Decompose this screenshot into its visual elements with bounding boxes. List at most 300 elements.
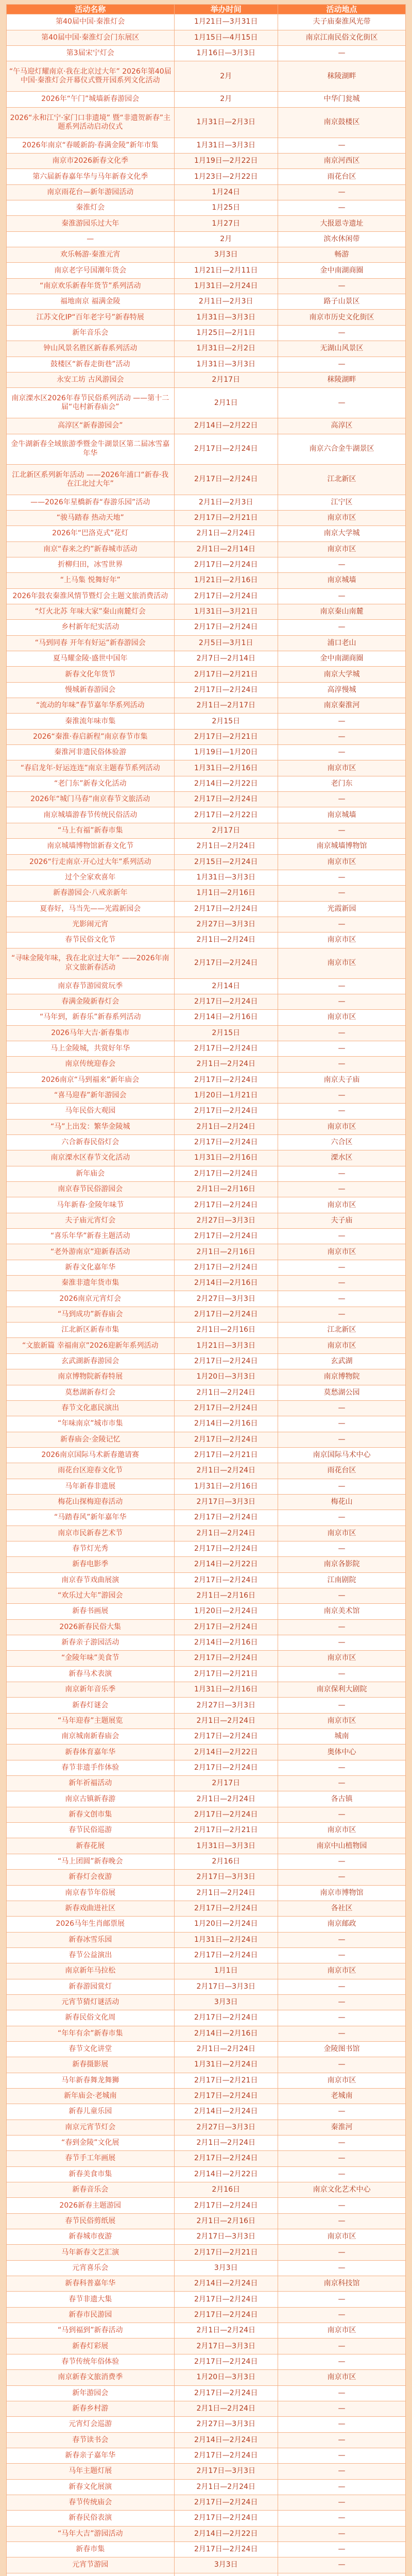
table-row [7, 1072, 406, 1088]
table-row [7, 2088, 406, 2104]
activity-name-cell: 南京元宵节灯会 [7, 2120, 175, 2135]
activity-name-cell: “春到金陵”文化展 [7, 2136, 175, 2151]
activity-name-cell: 新春马术表演 [7, 1666, 175, 1682]
location-cell: 各社区 [278, 1901, 406, 1916]
activity-name-cell: 2026“永和江宁·家门口非遗境” 暨“非遗贺新春”主题系列活动启动仪式 [7, 107, 175, 138]
location-cell: 南京夫子庙 [278, 1072, 406, 1088]
activity-name-cell: 新春民俗文化周 [7, 2010, 175, 2026]
table-row [7, 2557, 406, 2573]
table-row [7, 526, 406, 541]
table-row [7, 2292, 406, 2307]
activity-name-cell: 新春市民游园 [7, 2307, 175, 2323]
time-cell: 1月31日—2月24日 [174, 1932, 278, 1947]
location-cell: — [278, 1619, 406, 1635]
activity-name-cell: 新年庙会 [7, 1166, 175, 1181]
activity-name-cell: 夏春好，马当先——光霞新园会 [7, 901, 175, 917]
location-cell: 路子山景区 [278, 294, 406, 310]
table-row [7, 901, 406, 917]
location-cell: — [278, 588, 406, 604]
table-row [7, 682, 406, 698]
time-cell: 2月17日—2月21日 [174, 667, 278, 682]
activity-name-cell: 金牛湖新春全域旅游季暨金牛湖景区第二届冰雪嘉年华 [7, 434, 175, 464]
table-row [7, 1276, 406, 1291]
activity-name-cell: 江苏文化IP“百年老字号”新春特展 [7, 310, 175, 325]
location-cell: 梅花山 [278, 1494, 406, 1510]
location-cell: 金陵图书馆 [278, 2041, 406, 2057]
location-cell: — [278, 1260, 406, 1275]
table-row [7, 372, 406, 387]
activity-name-cell: 欢乐畅游·秦淮元宵 [7, 247, 175, 263]
location-cell: 奥体中心 [278, 1744, 406, 1760]
table-row [7, 1619, 406, 1635]
location-cell: — [278, 2541, 406, 2557]
table-row [7, 2354, 406, 2369]
location-cell: 大报恩寺遗址 [278, 216, 406, 231]
location-cell: — [278, 2057, 406, 2073]
time-cell: 2月17日—2月24日 [174, 994, 278, 1009]
location-cell: — [278, 2401, 406, 2416]
time-cell: 1月21日—3月3日 [174, 1338, 278, 1353]
location-cell: — [278, 1854, 406, 1869]
location-cell: — [278, 1088, 406, 1103]
table-row [7, 1557, 406, 1572]
time-cell: 1月31日—2月24日 [174, 278, 278, 294]
table-row [7, 464, 406, 495]
activity-name-cell: “马”上出发：繁华金陵城 [7, 1119, 175, 1134]
activity-name-cell: 2026马年生肖邮票展 [7, 1917, 175, 1932]
activity-name-cell: 元宵节猜灯谜活动 [7, 1994, 175, 2010]
location-cell: 南京邮政 [278, 1917, 406, 1932]
table-row [7, 1025, 406, 1041]
time-cell: 2月27日—3月3日 [174, 2417, 278, 2432]
time-cell: 1月31日—3月21日 [174, 604, 278, 620]
time-cell: 2月1日—2月24日 [174, 839, 278, 854]
time-cell: 2月1日—2月24日 [174, 2323, 278, 2338]
table-row [7, 917, 406, 932]
location-cell: — [278, 45, 406, 61]
time-cell: 2月1日—2月16日 [174, 1182, 278, 1197]
location-cell: — [278, 1870, 406, 1885]
activity-name-cell: 新春灯谜会 [7, 1698, 175, 1713]
location-cell: — [278, 2260, 406, 2276]
location-cell: 溧水区 [278, 1150, 406, 1166]
location-cell: — [278, 2354, 406, 2369]
time-cell: 2月17日—2月21日 [174, 1666, 278, 1682]
time-cell: 2月14日—2月22日 [174, 776, 278, 791]
location-cell: — [278, 2511, 406, 2526]
time-cell: 2月17日—2月24日 [174, 1400, 278, 1416]
location-cell: 南京市区 [278, 1338, 406, 1353]
activity-name-cell: 新春儿童乐园 [7, 2104, 175, 2120]
location-cell: — [278, 978, 406, 994]
activity-name-cell: 莫愁湖新春灯会 [7, 1385, 175, 1400]
activity-name-cell: “欢乐过大年”游园会 [7, 1588, 175, 1603]
location-cell: — [278, 1276, 406, 1291]
time-cell: 1月31日—3月3日 [174, 310, 278, 325]
time-cell: 2月1日—2月24日 [174, 1526, 278, 1541]
table-row [7, 1088, 406, 1103]
time-cell: 2月17日—3月3日 [174, 1494, 278, 1510]
activity-name-cell: 南京雨花台—新年游园活动 [7, 184, 175, 200]
table-row [7, 1588, 406, 1603]
activity-name-cell: 南京新春文旅消费季 [7, 2370, 175, 2385]
location-cell: — [278, 2166, 406, 2182]
location-cell: — [278, 886, 406, 901]
activity-name-cell: 2026年“午门”城墙新春游园会 [7, 92, 175, 107]
location-cell: 南京城墙博物馆 [278, 839, 406, 854]
activity-name-cell: 慢城新春游园会 [7, 682, 175, 698]
time-cell: 2月14日—2月24日 [174, 2104, 278, 2120]
table-row [7, 714, 406, 729]
activity-name-cell: 南京新年音乐季 [7, 1682, 175, 1698]
activity-name-cell: 春节非遗大集 [7, 2292, 175, 2307]
location-cell: — [278, 1947, 406, 1963]
time-cell: 2月17日—2月24日 [174, 2448, 278, 2463]
time-cell: 1月25日 [174, 200, 278, 216]
time-cell: 2月17日—3月3日 [174, 1870, 278, 1885]
location-cell: 南京市区 [278, 1526, 406, 1541]
table-row [7, 2385, 406, 2401]
activity-name-cell: 春节民俗文化节 [7, 933, 175, 948]
time-cell: 2月17日—2月24日 [174, 2088, 278, 2104]
activity-name-cell: 马年新春·金陵年味节 [7, 1197, 175, 1213]
location-cell: 南京市区 [278, 541, 406, 557]
location-cell: 滨水休闲带 [278, 231, 406, 247]
activity-name-cell: 新春科普嘉年华 [7, 2276, 175, 2292]
table-row [7, 635, 406, 651]
location-cell: — [278, 917, 406, 932]
table-row [7, 263, 406, 278]
table-row [7, 1432, 406, 1447]
activity-name-cell: 新年庙会·老城南 [7, 2088, 175, 2104]
activity-name-cell: 新春市集 [7, 2541, 175, 2557]
table-row [7, 278, 406, 294]
activity-name-cell: “喜乐年华”新春主题活动 [7, 1229, 175, 1244]
time-cell: 1月31日—2月24日 [174, 2057, 278, 2073]
location-cell: 高淳慢城 [278, 682, 406, 698]
location-cell: — [278, 870, 406, 885]
time-cell: 1月20日—1月21日 [174, 1088, 278, 1103]
location-cell: — [278, 1776, 406, 1791]
location-cell: — [278, 1229, 406, 1244]
time-cell: 2月17日—2月24日 [174, 1307, 278, 1322]
table-row [7, 30, 406, 45]
time-cell: 2月1日—2月16日 [174, 1244, 278, 1260]
table-row [7, 1385, 406, 1400]
time-cell: 2月17日—2月24日 [174, 1510, 278, 1526]
table-row [7, 92, 406, 107]
time-cell: 2月 [174, 92, 278, 107]
table-row [7, 107, 406, 138]
activity-name-cell: 春节文化惠民演出 [7, 1400, 175, 1416]
time-cell: 2月17日—2月24日 [174, 1041, 278, 1056]
location-cell: — [278, 557, 406, 572]
activity-name-cell: “春启龙年·好运连连”南京主题春节系列活动 [7, 760, 175, 776]
location-cell: — [278, 1760, 406, 1775]
activity-name-cell: 钟山风景名胜区新春系列活动 [7, 341, 175, 357]
activity-name-cell: 第六届新春嘉年华与马年新春文化季 [7, 169, 175, 184]
time-cell: 2月15日 [174, 714, 278, 729]
activity-name-cell: 马上金陵城，共赏好年华 [7, 1041, 175, 1056]
time-cell: 2月17日—2月24日 [174, 2495, 278, 2510]
activity-name-cell: “流动的年味”春节嘉年华系列活动 [7, 698, 175, 714]
table-row [7, 1119, 406, 1134]
activity-name-cell: 新春摄影展 [7, 2057, 175, 2073]
location-cell: — [278, 325, 406, 341]
table-row [7, 2260, 406, 2276]
table-row [7, 1901, 406, 1916]
activity-name-cell: 南京“春来之约”新春城市活动 [7, 541, 175, 557]
activity-name-cell: 新春体育嘉年华 [7, 1744, 175, 1760]
time-cell: 2月 [174, 231, 278, 247]
events-table [6, 4, 406, 2576]
table-row [7, 933, 406, 948]
activity-name-cell: 高淳区“新春游园会” [7, 418, 175, 434]
activity-name-cell: — [7, 231, 175, 247]
location-cell: — [278, 278, 406, 294]
location-cell: 南京市区 [278, 1713, 406, 1728]
activity-name-cell: 春满金陵新春灯会 [7, 994, 175, 1009]
location-cell: 南京市区 [278, 2073, 406, 2088]
table-row [7, 1463, 406, 1479]
time-cell: 2月16日 [174, 2182, 278, 2198]
table-row [7, 620, 406, 635]
table-row [7, 388, 406, 418]
table-row [7, 138, 406, 153]
time-cell: 1月1日—2月16日 [174, 886, 278, 901]
table-row [7, 948, 406, 978]
table-row [7, 2057, 406, 2073]
activity-name-cell: 春节灯光秀 [7, 1541, 175, 1556]
table-row [7, 45, 406, 61]
activity-name-cell: “年年有余”新春市集 [7, 2026, 175, 2041]
table-row [7, 1150, 406, 1166]
location-cell: 江北新区 [278, 1323, 406, 1338]
activity-name-cell: “马到同春 开年有好运”新春游园会 [7, 635, 175, 651]
table-row [7, 745, 406, 760]
table-row [7, 1541, 406, 1556]
location-cell: 南京市区 [278, 2229, 406, 2245]
location-cell: 雨花台区 [278, 169, 406, 184]
time-cell: 3月3日 [174, 1994, 278, 2010]
table-row [7, 1338, 406, 1353]
header-location: 活动地点 [278, 5, 406, 14]
activity-name-cell: “马到成功”新春庙会 [7, 1307, 175, 1322]
time-cell: 1月31日—3月3日 [174, 870, 278, 885]
table-row [7, 1651, 406, 1666]
activity-name-cell: 夫子庙元宵灯会 [7, 1213, 175, 1228]
table-row [7, 2182, 406, 2198]
time-cell: 2月14日—2月16日 [174, 2026, 278, 2041]
location-cell: 老城南 [278, 2088, 406, 2104]
location-cell: 南京文化艺术中心 [278, 2182, 406, 2198]
table-row [7, 325, 406, 341]
location-cell: — [278, 745, 406, 760]
activity-name-cell: “年味南京”城市市集 [7, 1416, 175, 1432]
table-row [7, 1713, 406, 1728]
table-row [7, 1760, 406, 1775]
time-cell: 1月23日—2月22日 [174, 169, 278, 184]
time-cell: 2月17日—2月24日 [174, 1541, 278, 1556]
activity-name-cell [7, 2573, 175, 2576]
table-row [7, 341, 406, 357]
activity-name-cell: “马年迎春”主题展览 [7, 1713, 175, 1728]
activity-name-cell: 鼓楼区“新春走街巷”活动 [7, 357, 175, 372]
activity-name-cell: 新春游园会·八戒亲新年 [7, 886, 175, 901]
location-cell: — [278, 2385, 406, 2401]
activity-name-cell: “马年到，新春乐”新春系列活动 [7, 1010, 175, 1025]
table-row [7, 588, 406, 604]
time-cell: 2月7日—2月14日 [174, 651, 278, 667]
location-cell: 南京博物院 [278, 1369, 406, 1385]
activity-name-cell: 南京市民新春艺术节 [7, 1526, 175, 1541]
activity-name-cell: 秦淮流年味市集 [7, 714, 175, 729]
location-cell: — [278, 388, 406, 418]
table-row [7, 2213, 406, 2229]
activity-name-cell: 第40届中国·秦淮灯会门东展区 [7, 30, 175, 45]
time-cell: 2月17日—3月3日 [174, 2464, 278, 2479]
table-row [7, 1979, 406, 1994]
activity-name-cell: 新春书画展 [7, 1604, 175, 1619]
activity-name-cell: “马上团圆”新春晚会 [7, 1854, 175, 1869]
time-cell: 2月17日—2月24日 [174, 1135, 278, 1150]
activity-name-cell: 新春文化年货节 [7, 667, 175, 682]
time-cell: 2月17日—2月21日 [174, 729, 278, 744]
activity-name-cell: “午马迎灯耀南京·我在北京过大年” 2026年第40届中国·秦淮灯会开幕仪式暨开园系列文化活动 [7, 61, 175, 92]
activity-name-cell: 秦淮非遗年货市集 [7, 1276, 175, 1291]
activity-name-cell: 2026年鼓农秦淮风情节暨灯会主题文旅消费活动 [7, 588, 175, 604]
time-cell: 2月15日 [174, 1025, 278, 1041]
time-cell: 2月1日—2月16日 [174, 1323, 278, 1338]
location-cell: — [278, 1182, 406, 1197]
location-cell: — [278, 2417, 406, 2432]
activity-name-cell: 2026“行走南京·开心过大年”系列活动 [7, 854, 175, 870]
time-cell: 2月17日—2月24日 [174, 1619, 278, 1635]
table-row [7, 2479, 406, 2495]
activity-name-cell: 过个全家欢喜年 [7, 870, 175, 885]
time-cell: 1月1日 [174, 1963, 278, 1979]
time-cell [174, 2573, 278, 2576]
activity-name-cell: 新春灯会夜游 [7, 1870, 175, 1885]
location-cell: 南京城墙 [278, 807, 406, 823]
activity-name-cell: 乡村新年纪实活动 [7, 620, 175, 635]
location-cell: 江南剧院 [278, 1572, 406, 1588]
activity-name-cell: 春节传统庙会 [7, 2495, 175, 2510]
time-cell: 2月17日 [174, 372, 278, 387]
time-cell: 2月 [174, 61, 278, 92]
time-cell: 2月1日—2月16日 [174, 1588, 278, 1603]
table-row [7, 823, 406, 838]
activity-name-cell: 新春游园赏灯 [7, 1979, 175, 1994]
location-cell: 高淳区 [278, 418, 406, 434]
activity-name-cell: 马年新春舞龙舞狮 [7, 2073, 175, 2088]
location-cell: — [278, 2557, 406, 2573]
time-cell: 3月3日 [174, 2557, 278, 2573]
location-cell: — [278, 1025, 406, 1041]
location-cell: 南京市区 [278, 510, 406, 526]
location-cell: 南京市区 [278, 1651, 406, 1666]
location-cell: 南京秦淮河 [278, 698, 406, 714]
table-row [7, 169, 406, 184]
table-row [7, 1776, 406, 1791]
table-row [7, 1166, 406, 1181]
table-row [7, 1229, 406, 1244]
table-row [7, 247, 406, 263]
activity-name-cell: 南京春节民俗游园会 [7, 1182, 175, 1197]
time-cell: 2月1日—2月24日 [174, 933, 278, 948]
table-row [7, 14, 406, 30]
table-row [7, 1479, 406, 1494]
activity-name-cell: 光影闹元宵 [7, 917, 175, 932]
activity-name-cell: 新春文化嘉年华 [7, 1260, 175, 1275]
table-row [7, 184, 406, 200]
time-cell: 2月17日—2月21日 [174, 2073, 278, 2088]
location-cell: 畅游 [278, 247, 406, 263]
time-cell: 2月1日—2月24日 [174, 526, 278, 541]
activity-name-cell: “老外游南京”迎新春活动 [7, 1244, 175, 1260]
location-cell: — [278, 1994, 406, 2010]
activity-name-cell: 马年主题灯展 [7, 2464, 175, 2479]
location-cell: — [278, 2526, 406, 2541]
time-cell: 2月27日—3月3日 [174, 1698, 278, 1713]
activity-name-cell: 福地南京 福满金陵 [7, 294, 175, 310]
time-cell: 2月1日—2月24日 [174, 1791, 278, 1807]
time-cell: 2月17日—2月21日 [174, 1447, 278, 1463]
location-cell: 莫愁湖公园 [278, 1385, 406, 1400]
location-cell: 南京市区 [278, 1197, 406, 1213]
table-row [7, 2338, 406, 2354]
table-row [7, 870, 406, 885]
table-row [7, 854, 406, 870]
time-cell: 2月14日 [174, 978, 278, 994]
activity-name-cell: 2026新春民俗大集 [7, 1619, 175, 1635]
location-cell: — [278, 1635, 406, 1651]
time-cell: 2月17日—2月24日 [174, 1901, 278, 1916]
time-cell: 1月21日—3月31日 [174, 14, 278, 30]
location-cell: — [278, 2495, 406, 2510]
location-cell: — [278, 994, 406, 1009]
table-row [7, 2198, 406, 2213]
time-cell: 2月1日—2月24日 [174, 2479, 278, 2495]
location-cell: 夫子庙秦淮风光带 [278, 14, 406, 30]
activity-name-cell: 新春灯彩展 [7, 2338, 175, 2354]
location-cell: — [278, 1979, 406, 1994]
table-header-row [7, 5, 406, 14]
table-row [7, 2166, 406, 2182]
time-cell: 2月14日—2月16日 [174, 1416, 278, 1432]
table-row [7, 698, 406, 714]
table-row [7, 2526, 406, 2541]
time-cell: 2月17日—2月24日 [174, 2385, 278, 2401]
table-row [7, 2026, 406, 2041]
table-row [7, 2073, 406, 2088]
table-row [7, 1854, 406, 1869]
location-cell: 老门东 [278, 776, 406, 791]
time-cell: 2月17日—2月24日 [174, 1197, 278, 1213]
activity-name-cell: 春节非遗手作体验 [7, 1760, 175, 1775]
activity-name-cell: 2026“秦淮·春启新程”南京春节市集 [7, 729, 175, 744]
activity-name-cell: 新春庙会·金陵记忆 [7, 1432, 175, 1447]
time-cell: 1月31日—2月16日 [174, 1479, 278, 1494]
time-cell: 2月14日—2月22日 [174, 2526, 278, 2541]
table-row [7, 1963, 406, 1979]
table-row [7, 651, 406, 667]
table-row [7, 2104, 406, 2120]
activity-name-cell: “南京欢乐新春年货节”系列活动 [7, 278, 175, 294]
time-cell: 2月14日—2月24日 [174, 2276, 278, 2292]
location-cell: 金中南湖商圈 [278, 263, 406, 278]
activity-name-cell: 2026南京国际马术新春邀请赛 [7, 1447, 175, 1463]
